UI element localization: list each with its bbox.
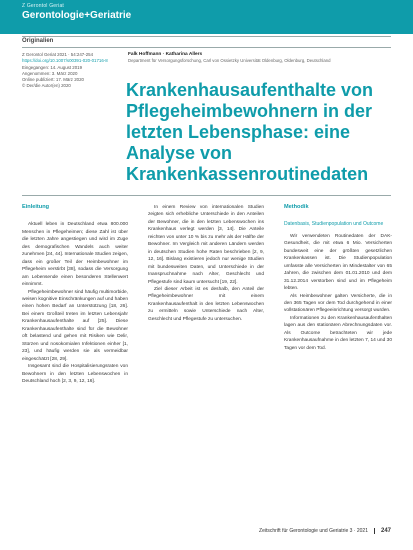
received-date: Eingegangen: 14. August 2019	[22, 64, 83, 70]
journal-title: Gerontologie+Geriatrie	[22, 10, 132, 21]
paragraph: Pflegeheimbewohner sind häufig multimorbide, weisen kognitive Einschränkungen auf und haben einen hohen Bedarf an Unterstützung [18, 26]. Bei einem Großteil treten im letzten Lebensjahr Krankenhausaufenthalte auf [25]. Diese Krankenhausaufenthalte sind für die Bewohner oft belastend und gehen mit Risiken wie Delir, Stürzen und nosokomialen Infektionen einher [1, 23], und häufig werden sie als vermeidbar eingeschätzt [28, 29].	[22, 289, 128, 362]
subheading-data: Datenbasis, Studienpopulation und Outcome	[284, 221, 384, 228]
section-divider	[22, 47, 391, 48]
article-metadata	[22, 52, 112, 90]
copyright: © Der/die Autor(en) 2020	[22, 83, 71, 89]
column-1	[22, 204, 128, 385]
citation: Z Gerontol Geriat 2021 · 54:247-254	[22, 52, 94, 57]
section-tag: Originalien	[22, 38, 54, 44]
published-date: Online publiziert: 17. März 2020	[22, 77, 84, 83]
authors: Falk Hoffmann · Katharina Allers	[128, 52, 203, 57]
journal-header-bar	[0, 0, 413, 34]
accepted-date: Angenommen: 3. März 2020	[22, 70, 78, 76]
column-2	[148, 204, 264, 323]
page-number: 247	[374, 528, 391, 534]
doi-link[interactable]: https://doi.org/10.1007/s00391-020-01716-8	[22, 58, 108, 64]
paragraph: Informationen zu den Krankenhausaufenthalten lagen aus den stationären Abrechnungsdaten vor. Als Outcome betrachteten wir jede Krankenhausaufnahme in den letzten 7, 14 und 30 Tagen vor dem Tod.	[284, 315, 392, 351]
journal-abbrev: Z Gerontol Geriat	[22, 3, 65, 9]
article-title: Krankenhausaufenthalte von Pflegeheimbewohnern in der letzten Lebensphase: eine Analyse von Krankenkassenroutinedaten	[126, 80, 374, 184]
footer-journal: Zeitschrift für Gerontologie und Geriatrie 3 · 2021	[259, 528, 368, 534]
heading-introduction: Einleitung	[22, 204, 50, 210]
paragraph: Als Heimbewohner galten Versicherte, die in den 365 Tagen vor dem Tod durchgehend in einer vollstationären Pflegeeinrichtung versorgt wurden.	[284, 293, 392, 314]
paragraph: In einem Review von internationalen Studien zeigten sich erhebliche Unterschiede in den Anteilen der Bewohner, die in den letzten Lebenswochen ins Krankenhaus verlegt werden [3, 14]. Die Anteile reichten von unter 10 % bis zu mehr als der Hälfte der Bewohner. Im Vergleich mit anderen Ländern werden in deutschen Studien hohe Raten beschrieben [2, 9, 12, 16]. Bislang existieren jedoch nur wenige Studien mit bundesweiten Daten, und Unterschiede in der Inanspruchnahme nach Alter, Geschlecht und Pflegestufe sind kaum untersucht [19, 22].	[148, 205, 264, 285]
paragraph: Insgesamt sind die Hospitalisierungsraten von Bewohnern in den letzten Lebenswochen in Deutschland hoch [2, 3, 9, 12, 16].	[22, 364, 128, 384]
affiliation: Department für Versorgungsforschung, Carl von Ossietzky Universität Oldenburg, Oldenburg, Deutschland	[128, 58, 331, 63]
paragraph: Aktuell leben in Deutschland etwa 800.000 Menschen in Pflegeheimen; diese Zahl ist über die letzten Jahre angestiegen und wird im Zuge des demografischen Wandels auch weiter zunehmen [24, 44]. Internationale Studien zeigen, dass ein großer Teil der Heimbewohner im Pflegeheim verstirbt [38], sodass die Versorgung am Lebensende einen besonderen Stellenwert einnimmt.	[22, 222, 128, 288]
heading-methods: Methodik	[284, 204, 309, 210]
paragraph: Wir verwendeten Routinedaten der DAK-Gesundheit, die mit etwa 6 Mio. Versicherten bundesweit eine der größten gesetzlichen Krankenkassen ist. Die Studienpopulation umfasste alle Versicherten im Mindestalter von 65 Jahren, die zwischen dem 01.01.2010 und dem 31.12.2014 verstorben sind und im Pflegeheim lebten.	[284, 233, 392, 292]
body-divider	[22, 195, 391, 196]
column-3	[284, 204, 392, 352]
top-divider	[22, 36, 391, 37]
page-footer	[259, 528, 391, 534]
paragraph: Ziel dieser Arbeit ist es deshalb, den Anteil der Pflegeheimbewohner mit einem Krankenhausaufenthalt in den letzten Lebenswochen zu ermitteln sowie Unterschiede nach Alter, Geschlecht und Pflegestufe zu untersuchen.	[148, 286, 264, 322]
